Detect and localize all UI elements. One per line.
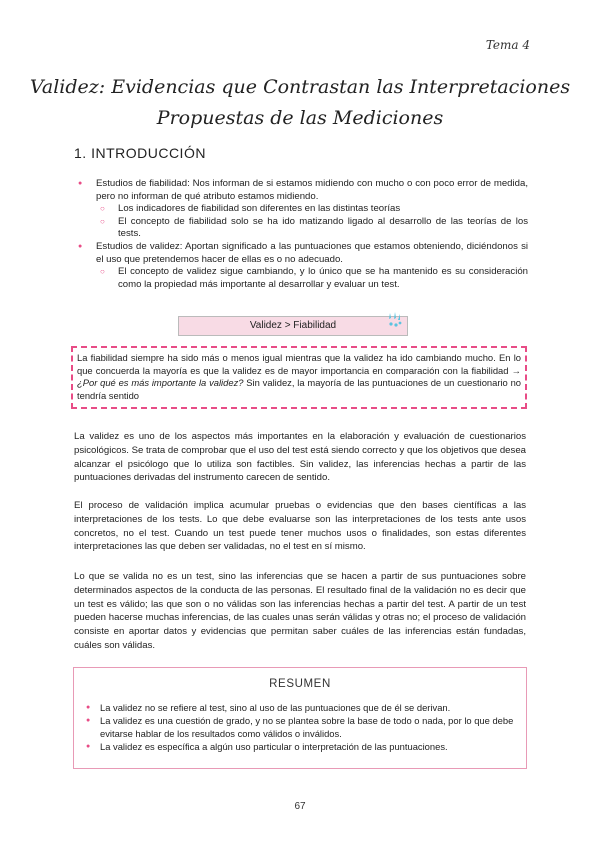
- list-item: [78, 241, 528, 291]
- intro-bullet-list: [78, 178, 528, 291]
- list-item: [78, 178, 528, 241]
- note-text-end: Sin validez, la mayoría de las puntuaciones de un cuestionario no tendría sentido: [77, 377, 522, 401]
- note-text: La fiabilidad siempre ha sido más o menos igual mientras que la validez ha ido cambiando mucho. En lo que concuerda la mayoría es que la validez es de mayor importancia en comparación con la fiabilidad →: [77, 352, 521, 376]
- sub-list-item: ○ Los indicadores de fiabilidad son diferentes en las distintas teorías: [96, 203, 528, 216]
- sub-list: [96, 266, 528, 291]
- summary-item: ● La validez no se refiere al test, sino al uso de las puntuaciones que de él se derivan.: [86, 702, 516, 714]
- sub-list-item: ○ El concepto de fiabilidad solo se ha ido matizando ligado al desarrollo de las teorías de los tests.: [96, 216, 528, 241]
- summary-box: [73, 667, 527, 769]
- paragraph: Lo que se valida no es un test, sino las inferencias que se hacen a partir de sus puntuaciones sobre determinados aspectos de la conducta de las personas. El resultado final de la validación no es decir que un test es válido; las que son o no válidas son las inferencias hechas a partir del test. A partir de un test pueden hacerse muchas inferencias, de las cuales unas serán válidas y otras no; el proceso de validación consiste en aportar datos y evidencias que permitan saber cuáles de las inferencias están fundadas, cuáles son válidas.: [74, 571, 526, 651]
- summary-item: ● La validez es una cuestión de grado, y no se plantea sobre la base de todo o nada, por lo que debe evitarse hablar de los resultados como válidos o inválidos.: [86, 715, 516, 740]
- summary-title: RESUMEN: [269, 678, 331, 690]
- title-line-2: Propuestas de las Mediciones: [156, 107, 444, 129]
- page-number: 67: [294, 801, 306, 812]
- summary-item: ● La validez es específica a algún uso particular o interpretación de las puntuaciones.: [86, 741, 516, 753]
- bullet-text: Estudios de fiabilidad: Nos informan de si estamos midiendo con mucho o con poco error de medida, pero no informan de qué atributo estamos midiendo.: [96, 178, 528, 202]
- sub-list: [96, 203, 528, 241]
- note-box: [71, 346, 527, 409]
- sparkle-icon: [386, 311, 404, 332]
- topic-label: Tema 4: [485, 38, 530, 52]
- sub-list-item: ○ El concepto de validez sigue cambiando, y lo único que se ha mantenido es su consideración como la propiedad más importante al desarrollar y evaluar un test.: [96, 266, 528, 291]
- summary-list: [86, 702, 516, 755]
- bullet-text: Estudios de validez: Aportan significado a las puntuaciones que estamos obteniendo, diciéndonos si el uso que pretendemos hacer de ellas es o no adecuado.: [96, 240, 528, 265]
- highlight-box: Validez > Fiabilidad: [178, 316, 408, 336]
- page-title: [0, 72, 600, 134]
- section-heading: 1. INTRODUCCIÓN: [74, 145, 206, 161]
- note-question: ¿Por qué es más importante la validez?: [77, 377, 244, 389]
- paragraph: La validez es uno de los aspectos más importantes en la elaboración y evaluación de cuestionarios psicológicos. Se trata de comprobar que el uso del test está siendo correcto y que los objetivos que desea alcanzar el psicólogo que lo utiliza son factibles. Sin validez, las inferencias hechas a partir de las puntuaciones derivadas del instrumento carecen de sentido.: [74, 431, 526, 484]
- title-line-1: Validez: Evidencias que Contrastan las Interpretaciones: [29, 76, 571, 98]
- paragraph: El proceso de validación implica acumular pruebas o evidencias que den bases científicas a las interpretaciones de los tests. Lo que debe evaluarse son las interpretaciones de los tests ante usos concretos, no el test. Cuando un test puede tener muchos usos o finalidades, son estas diferentes interpretaciones las que deben ser validadas, no el test en sí mismo.: [74, 500, 526, 553]
